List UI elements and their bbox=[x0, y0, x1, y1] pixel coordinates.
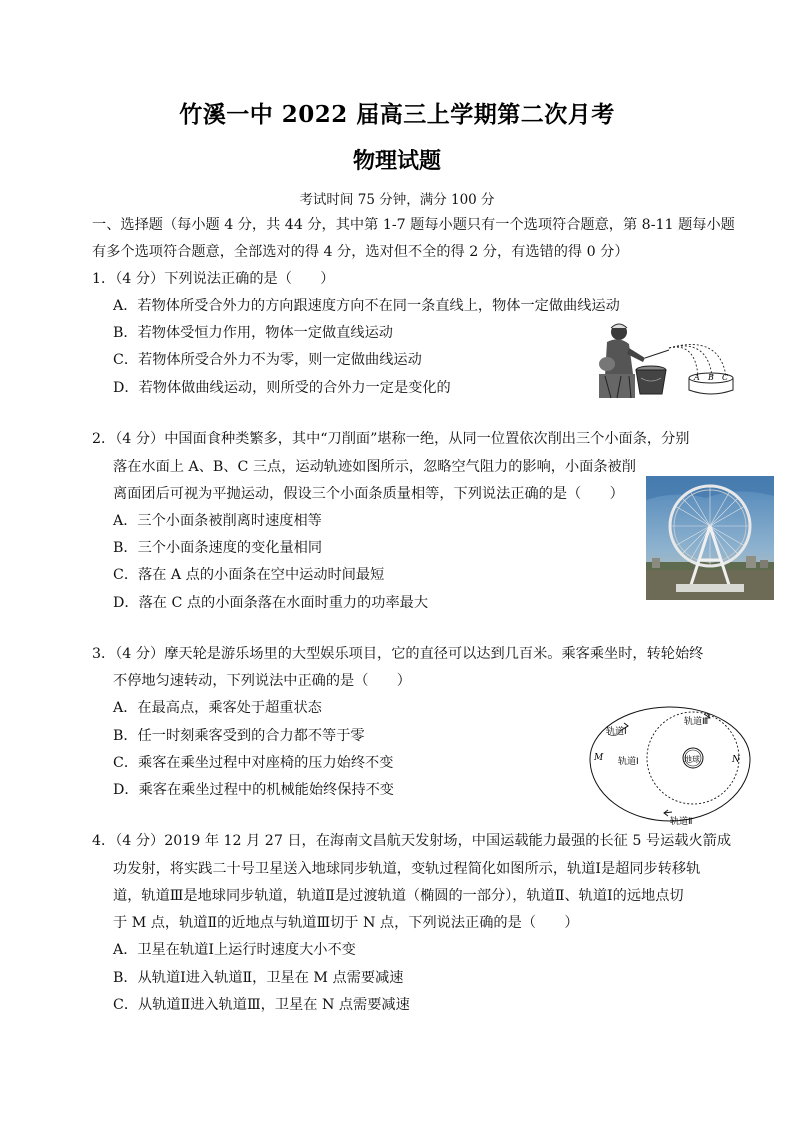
question-2-stem-line2: 落在水面上 A、B、C 三点，运动轨迹如图所示，忽略空气阻力的影响，小面条被削 bbox=[113, 459, 636, 475]
pot-illustration bbox=[636, 366, 666, 394]
question-2-stem-line3: 离面团后可视为平抛运动，假设三个小面条质量相等，下列说法正确的是（ ） bbox=[113, 486, 624, 502]
question-2-option-a: A．三个小面条被削离时速度相等 bbox=[113, 513, 322, 529]
question-1-stem: 1．（4 分）下列说法正确的是（ ） bbox=[92, 271, 335, 287]
question-3-stem-line1: 3．（4 分）摩天轮是游乐场里的大型娱乐项目，它的直径可以达到几百米。乘客乘坐时，转轮始终 bbox=[92, 646, 704, 662]
question-4-stem-line4: 于 M 点，轨道Ⅱ的近地点与轨道Ⅲ切于 N 点，下列说法正确的是（ ） bbox=[113, 915, 579, 931]
question-1-option-a: A．若物体所受合外力的方向跟速度方向不在同一条直线上，物体一定做曲线运动 bbox=[113, 298, 620, 314]
orbit-label-1-top: 轨道Ⅰ bbox=[606, 727, 627, 737]
exam-info: 考试时间 75 分钟，满分 100 分 bbox=[299, 192, 495, 208]
point-n-label: N bbox=[732, 755, 740, 765]
question-1-option-b: B．若物体受恒力作用，物体一定做直线运动 bbox=[113, 325, 393, 341]
question-2-option-c: C．落在 A 点的小面条在空中运动时间最短 bbox=[113, 567, 385, 583]
question-3-option-b: B．任一时刻乘客受到的合力都不等于零 bbox=[113, 728, 365, 744]
noodle-point-a: A bbox=[694, 373, 700, 382]
question-2-option-b: B．三个小面条速度的变化量相同 bbox=[113, 540, 323, 556]
question-2-stem-line1: 2．（4 分）中国面食种类繁多，其中“刀削面”堪称一绝，从同一位置依次削出三个小面条，分别 bbox=[92, 431, 690, 447]
ferris-wheel-photo bbox=[646, 476, 774, 600]
noodle-point-c: C bbox=[722, 373, 729, 382]
page-title: 竹溪一中 2022 届高三上学期第二次月考 bbox=[179, 101, 615, 128]
question-4-option-c: C．从轨道Ⅱ进入轨道Ⅲ，卫星在 N 点需要减速 bbox=[113, 997, 410, 1013]
question-3-option-d: D．乘客在乘坐过程中的机械能始终保持不变 bbox=[113, 782, 394, 798]
section-instructions-line2: 有多个选项符合题意，全部选对的得 4 分，选对但不全的得 2 分，有选错的得 0 分） bbox=[92, 244, 629, 260]
earth-label: 地球 bbox=[684, 755, 700, 764]
question-4-stem-line2: 功发射，将实践二十号卫星送入地球同步轨道，变轨过程简化如图所示，轨道Ⅰ是超同步转移轨 bbox=[113, 861, 701, 877]
question-1-option-c: C．若物体所受合外力不为零，则一定做曲线运动 bbox=[113, 352, 422, 368]
chef-illustration bbox=[599, 324, 645, 398]
section-instructions-line1: 一、选择题（每小题 4 分，共 44 分，其中第 1-7 题每小题只有一个选项符合题意，第 8-11 题每小题 bbox=[92, 217, 735, 233]
point-m-label: M bbox=[594, 753, 604, 763]
noodle-point-b: B bbox=[708, 373, 714, 382]
question-4-option-a: A．卫星在轨道Ⅰ上运行时速度大小不变 bbox=[113, 942, 356, 958]
question-2-option-d: D．落在 C 点的小面条落在水面时重力的功率最大 bbox=[113, 595, 429, 611]
question-4-stem-line1: 4．（4 分）2019 年 12 月 27 日，在海南文昌航天发射场，中国运载能力最强的长征 5 号运载火箭成 bbox=[92, 833, 732, 849]
question-3-option-a: A．在最高点，乘客处于超重状态 bbox=[113, 700, 322, 716]
orbit-label-2: 轨道Ⅱ bbox=[670, 817, 693, 827]
question-3-option-c: C．乘客在乘坐过程中对座椅的压力始终不变 bbox=[113, 755, 394, 771]
question-4-option-b: B．从轨道Ⅰ进入轨道Ⅱ，卫星在 M 点需要减速 bbox=[113, 970, 404, 986]
question-4-stem-line3: 道，轨道Ⅲ是地球同步轨道，轨道Ⅱ是过渡轨道（椭圆的一部分），轨道Ⅱ、轨道Ⅰ的远地点切 bbox=[113, 888, 684, 904]
orbit-diagram bbox=[580, 704, 752, 828]
orbit-label-3: 轨道Ⅲ bbox=[684, 717, 709, 727]
orbit-label-1-inner: 轨道Ⅰ bbox=[618, 757, 639, 767]
question-1-option-d: D．若物体做曲线运动，则所受的合外力一定是变化的 bbox=[113, 380, 451, 396]
question-3-stem-line2: 不停地匀速转动，下列说法中正确的是（ ） bbox=[113, 673, 411, 689]
page-subtitle: 物理试题 bbox=[352, 148, 441, 174]
noodle-cutting-figure bbox=[585, 318, 741, 402]
